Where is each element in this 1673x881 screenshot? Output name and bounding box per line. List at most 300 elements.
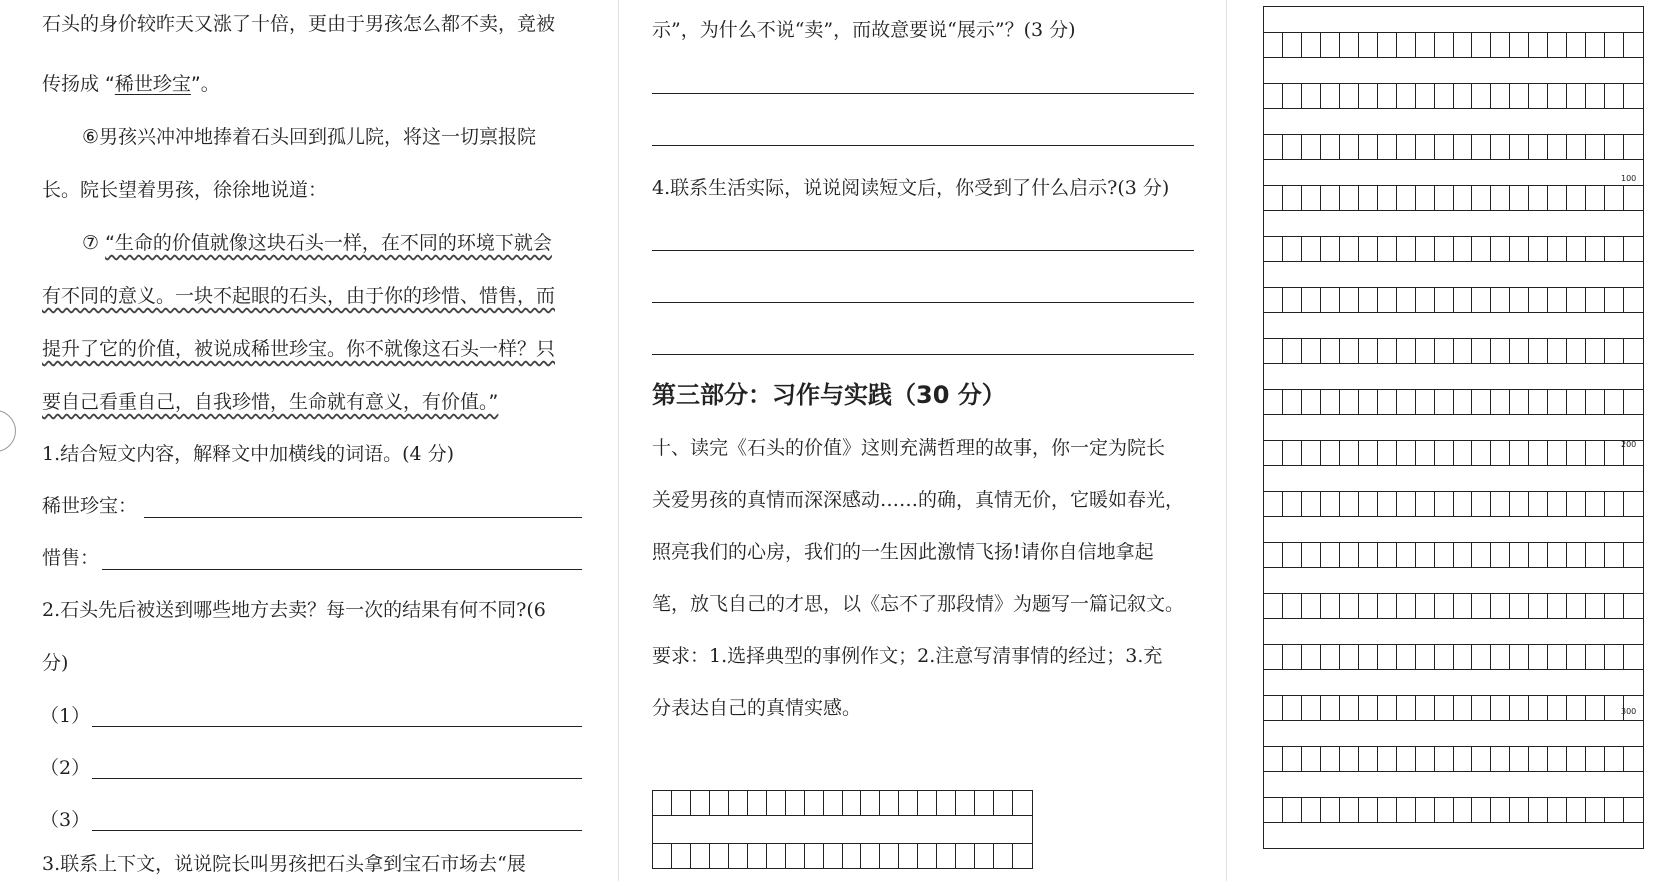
grid-cell[interactable] [1586, 645, 1605, 669]
grid-cell[interactable] [1321, 696, 1340, 720]
grid-cell[interactable] [1321, 543, 1340, 567]
grid-cell[interactable] [1624, 135, 1643, 159]
grid-cell[interactable] [1454, 135, 1473, 159]
grid-cell[interactable] [1605, 492, 1624, 516]
grid-cell[interactable] [1624, 33, 1643, 57]
grid-cell[interactable] [1510, 696, 1529, 720]
grid-cell[interactable] [1359, 441, 1378, 465]
grid-cell[interactable] [1491, 747, 1510, 771]
grid-cell[interactable] [1283, 798, 1302, 822]
grid-cell[interactable] [1510, 492, 1529, 516]
grid-cell[interactable] [1605, 390, 1624, 414]
grid-cell[interactable] [1472, 390, 1491, 414]
grid-cell[interactable] [1397, 645, 1416, 669]
grid-cell[interactable] [1283, 747, 1302, 771]
grid-cell[interactable] [1510, 135, 1529, 159]
grid-cell[interactable] [1302, 288, 1321, 312]
grid-cell[interactable] [1548, 696, 1567, 720]
grid-cell[interactable] [1529, 696, 1548, 720]
grid-cell[interactable] [1624, 339, 1643, 363]
grid-cell[interactable] [1472, 33, 1491, 57]
grid-cell[interactable] [1302, 33, 1321, 57]
grid-cell[interactable] [1567, 543, 1586, 567]
grid-cell[interactable] [1283, 288, 1302, 312]
grid-cell[interactable] [1472, 543, 1491, 567]
answer-line[interactable] [144, 517, 582, 518]
grid-cell[interactable] [1510, 543, 1529, 567]
grid-cell[interactable] [1491, 492, 1510, 516]
grid-cell[interactable] [1321, 645, 1340, 669]
answer-line[interactable] [652, 302, 1194, 303]
grid-cell[interactable] [1435, 339, 1454, 363]
writing-grid-row[interactable] [1263, 338, 1644, 364]
grid-cell[interactable] [1302, 84, 1321, 108]
grid-cell[interactable] [1567, 696, 1586, 720]
grid-cell[interactable] [1510, 339, 1529, 363]
grid-cell[interactable] [1586, 798, 1605, 822]
grid-cell[interactable] [1454, 186, 1473, 210]
grid-cell[interactable] [1472, 237, 1491, 261]
grid-cell[interactable] [1472, 594, 1491, 618]
grid-cell[interactable] [1435, 492, 1454, 516]
grid-cell[interactable] [1472, 135, 1491, 159]
grid-cell[interactable] [1472, 798, 1491, 822]
grid-cell[interactable] [1624, 186, 1643, 210]
grid-cell[interactable] [1435, 288, 1454, 312]
writing-grid-row[interactable] [1263, 236, 1644, 262]
grid-cell[interactable] [1529, 441, 1548, 465]
grid-cell[interactable] [1529, 492, 1548, 516]
grid-cell[interactable] [1321, 288, 1340, 312]
writing-grid-row[interactable] [652, 790, 1033, 816]
grid-cell[interactable] [1283, 186, 1302, 210]
grid-cell[interactable] [1397, 288, 1416, 312]
grid-cell[interactable] [1491, 645, 1510, 669]
grid-cell[interactable] [1321, 390, 1340, 414]
grid-cell[interactable] [1605, 135, 1624, 159]
grid-cell[interactable] [1510, 84, 1529, 108]
grid-cell[interactable] [1491, 84, 1510, 108]
grid-cell[interactable] [1454, 543, 1473, 567]
grid-cell[interactable] [1472, 441, 1491, 465]
grid-cell[interactable] [1605, 288, 1624, 312]
grid-cell[interactable] [1321, 237, 1340, 261]
grid-cell[interactable] [1624, 288, 1643, 312]
grid-cell[interactable] [1321, 594, 1340, 618]
grid-cell[interactable] [1416, 798, 1435, 822]
grid-cell[interactable] [1567, 390, 1586, 414]
grid-cell[interactable] [1264, 645, 1283, 669]
writing-grid-row[interactable] [1263, 746, 1644, 772]
grid-cell[interactable] [1397, 390, 1416, 414]
answer-line[interactable] [92, 726, 582, 727]
grid-cell[interactable] [1491, 288, 1510, 312]
grid-cell[interactable] [1359, 645, 1378, 669]
grid-cell[interactable] [1359, 390, 1378, 414]
grid-cell[interactable] [1548, 747, 1567, 771]
grid-cell[interactable] [1416, 339, 1435, 363]
grid-cell[interactable] [1416, 543, 1435, 567]
grid-cell[interactable] [1378, 747, 1397, 771]
grid-cell[interactable] [1586, 33, 1605, 57]
grid-cell[interactable] [1472, 186, 1491, 210]
grid-cell[interactable] [1321, 339, 1340, 363]
grid-cell[interactable] [1510, 237, 1529, 261]
grid-cell[interactable] [1548, 186, 1567, 210]
grid-cell[interactable] [1321, 441, 1340, 465]
grid-cell[interactable] [1416, 645, 1435, 669]
grid-cell[interactable] [1359, 33, 1378, 57]
grid-cell[interactable] [1454, 288, 1473, 312]
answer-line[interactable] [102, 569, 582, 570]
grid-cell[interactable] [1605, 186, 1624, 210]
grid-cell[interactable] [1586, 594, 1605, 618]
grid-cell[interactable] [1548, 645, 1567, 669]
writing-grid-row[interactable] [1263, 644, 1644, 670]
grid-cell[interactable] [1359, 135, 1378, 159]
grid-cell[interactable] [1454, 696, 1473, 720]
grid-cell[interactable] [1454, 645, 1473, 669]
grid-cell[interactable] [1378, 84, 1397, 108]
grid-cell[interactable] [1340, 645, 1359, 669]
grid-cell[interactable] [1416, 186, 1435, 210]
grid-cell[interactable] [1624, 492, 1643, 516]
grid-cell[interactable] [1605, 339, 1624, 363]
grid-cell[interactable] [1378, 390, 1397, 414]
grid-cell[interactable] [1321, 84, 1340, 108]
grid-cell[interactable] [1359, 492, 1378, 516]
answer-line[interactable] [652, 250, 1194, 251]
grid-cell[interactable] [1454, 594, 1473, 618]
writing-grid-row[interactable] [1263, 32, 1644, 58]
answer-line[interactable] [92, 778, 582, 779]
grid-cell[interactable] [1567, 747, 1586, 771]
grid-cell[interactable] [1567, 237, 1586, 261]
grid-cell[interactable] [1586, 696, 1605, 720]
grid-cell[interactable] [1605, 798, 1624, 822]
grid-cell[interactable] [1472, 84, 1491, 108]
grid-cell[interactable] [1302, 645, 1321, 669]
grid-cell[interactable] [1378, 288, 1397, 312]
grid-cell[interactable] [1472, 339, 1491, 363]
grid-cell[interactable] [1302, 186, 1321, 210]
grid-cell[interactable] [1359, 594, 1378, 618]
grid-cell[interactable] [1567, 288, 1586, 312]
grid-cell[interactable] [1283, 492, 1302, 516]
grid-cell[interactable] [1302, 492, 1321, 516]
grid-cell[interactable] [1378, 339, 1397, 363]
answer-line[interactable] [652, 93, 1194, 94]
grid-cell[interactable] [1491, 543, 1510, 567]
grid-cell[interactable] [1302, 441, 1321, 465]
grid-cell[interactable] [1264, 543, 1283, 567]
grid-cell[interactable] [1397, 135, 1416, 159]
grid-cell[interactable] [1529, 33, 1548, 57]
grid-cell[interactable] [1567, 594, 1586, 618]
grid-cell[interactable] [1548, 594, 1567, 618]
grid-cell[interactable] [1264, 390, 1283, 414]
writing-grid-row[interactable] [1263, 695, 1644, 721]
grid-cell[interactable] [1435, 543, 1454, 567]
writing-grid-row[interactable] [1263, 83, 1644, 109]
grid-cell[interactable] [1435, 186, 1454, 210]
grid-cell[interactable] [1359, 543, 1378, 567]
grid-cell[interactable] [1340, 135, 1359, 159]
grid-cell[interactable] [1510, 186, 1529, 210]
grid-cell[interactable] [1529, 747, 1548, 771]
grid-cell[interactable] [1491, 33, 1510, 57]
grid-cell[interactable] [1548, 237, 1567, 261]
grid-cell[interactable] [1321, 135, 1340, 159]
grid-cell[interactable] [1529, 339, 1548, 363]
grid-cell[interactable] [1567, 33, 1586, 57]
grid-cell[interactable] [1491, 135, 1510, 159]
grid-cell[interactable] [1359, 696, 1378, 720]
grid-cell[interactable] [1529, 594, 1548, 618]
grid-cell[interactable] [1529, 135, 1548, 159]
writing-grid-row[interactable] [1263, 491, 1644, 517]
grid-cell[interactable] [1397, 186, 1416, 210]
grid-cell[interactable] [1548, 33, 1567, 57]
grid-cell[interactable] [1378, 135, 1397, 159]
grid-cell[interactable] [1397, 594, 1416, 618]
grid-cell[interactable] [1586, 135, 1605, 159]
grid-cell[interactable] [1416, 237, 1435, 261]
grid-cell[interactable] [1397, 84, 1416, 108]
grid-cell[interactable] [1454, 390, 1473, 414]
grid-cell[interactable] [1567, 84, 1586, 108]
grid-cell[interactable] [1302, 594, 1321, 618]
grid-cell[interactable] [1359, 288, 1378, 312]
grid-cell[interactable] [1435, 390, 1454, 414]
grid-cell[interactable] [1624, 84, 1643, 108]
grid-cell[interactable] [1378, 33, 1397, 57]
grid-cell[interactable] [1378, 186, 1397, 210]
grid-cell[interactable] [1605, 747, 1624, 771]
grid-cell[interactable] [1586, 492, 1605, 516]
grid-cell[interactable] [1302, 390, 1321, 414]
grid-cell[interactable] [1264, 135, 1283, 159]
grid-cell[interactable] [1416, 390, 1435, 414]
grid-cell[interactable] [1624, 747, 1643, 771]
grid-cell[interactable] [1435, 441, 1454, 465]
grid-cell[interactable] [1491, 186, 1510, 210]
grid-cell[interactable] [1378, 696, 1397, 720]
grid-cell[interactable] [1435, 798, 1454, 822]
grid-cell[interactable] [1472, 492, 1491, 516]
grid-cell[interactable] [1548, 543, 1567, 567]
grid-cell[interactable] [1264, 84, 1283, 108]
grid-cell[interactable] [1340, 339, 1359, 363]
grid-cell[interactable] [1416, 696, 1435, 720]
grid-cell[interactable] [1340, 441, 1359, 465]
grid-cell[interactable] [1454, 237, 1473, 261]
grid-cell[interactable] [1283, 84, 1302, 108]
grid-cell[interactable] [1586, 543, 1605, 567]
grid-cell[interactable] [1264, 594, 1283, 618]
grid-cell[interactable] [1510, 594, 1529, 618]
grid-cell[interactable] [1510, 441, 1529, 465]
grid-cell[interactable] [1321, 492, 1340, 516]
writing-grid-row[interactable] [1263, 287, 1644, 313]
grid-cell[interactable] [1416, 288, 1435, 312]
grid-cell[interactable] [1529, 84, 1548, 108]
grid-cell[interactable] [1472, 288, 1491, 312]
grid-cell[interactable] [1397, 696, 1416, 720]
grid-cell[interactable] [1454, 84, 1473, 108]
grid-cell[interactable] [1605, 543, 1624, 567]
grid-cell[interactable] [1340, 798, 1359, 822]
grid-cell[interactable] [1510, 33, 1529, 57]
grid-cell[interactable] [1548, 390, 1567, 414]
grid-cell[interactable] [1283, 135, 1302, 159]
grid-cell[interactable] [1359, 339, 1378, 363]
grid-cell[interactable] [1529, 237, 1548, 261]
grid-cell[interactable] [1397, 492, 1416, 516]
grid-cell[interactable] [1416, 441, 1435, 465]
grid-cell[interactable] [1378, 492, 1397, 516]
grid-cell[interactable] [1567, 339, 1586, 363]
grid-cell[interactable] [1302, 747, 1321, 771]
grid-cell[interactable] [1378, 237, 1397, 261]
grid-cell[interactable] [1340, 492, 1359, 516]
grid-cell[interactable] [1435, 33, 1454, 57]
grid-cell[interactable] [1283, 390, 1302, 414]
grid-cell[interactable] [1567, 186, 1586, 210]
grid-cell[interactable] [1454, 747, 1473, 771]
grid-cell[interactable] [1264, 696, 1283, 720]
grid-cell[interactable] [1586, 237, 1605, 261]
grid-cell[interactable] [1605, 645, 1624, 669]
grid-cell[interactable] [1283, 696, 1302, 720]
grid-cell[interactable] [1302, 543, 1321, 567]
grid-cell[interactable] [1605, 594, 1624, 618]
grid-cell[interactable] [1510, 288, 1529, 312]
grid-cell[interactable] [1397, 441, 1416, 465]
grid-cell[interactable] [1416, 33, 1435, 57]
grid-cell[interactable] [1454, 798, 1473, 822]
grid-cell[interactable] [1454, 339, 1473, 363]
grid-cell[interactable] [1510, 390, 1529, 414]
grid-cell[interactable] [1397, 543, 1416, 567]
grid-cell[interactable] [1510, 798, 1529, 822]
grid-cell[interactable] [1340, 288, 1359, 312]
grid-cell[interactable] [1302, 135, 1321, 159]
grid-cell[interactable] [1321, 798, 1340, 822]
grid-cell[interactable] [1472, 645, 1491, 669]
grid-cell[interactable] [1567, 441, 1586, 465]
grid-cell[interactable] [1586, 339, 1605, 363]
grid-cell[interactable] [1264, 237, 1283, 261]
grid-cell[interactable] [1283, 237, 1302, 261]
grid-cell[interactable] [1397, 747, 1416, 771]
grid-cell[interactable] [1435, 594, 1454, 618]
grid-cell[interactable] [1416, 84, 1435, 108]
writing-grid-row[interactable] [1263, 542, 1644, 568]
grid-cell[interactable] [1435, 696, 1454, 720]
grid-cell[interactable] [1605, 33, 1624, 57]
grid-cell[interactable] [1567, 645, 1586, 669]
grid-cell[interactable] [1548, 339, 1567, 363]
grid-cell[interactable] [1340, 543, 1359, 567]
writing-grid-row[interactable] [652, 843, 1033, 869]
grid-cell[interactable] [1586, 390, 1605, 414]
grid-cell[interactable] [1548, 441, 1567, 465]
grid-cell[interactable] [1529, 186, 1548, 210]
grid-cell[interactable] [1264, 441, 1283, 465]
grid-cell[interactable] [1548, 135, 1567, 159]
grid-cell[interactable] [1302, 237, 1321, 261]
grid-cell[interactable] [1435, 84, 1454, 108]
grid-cell[interactable] [1283, 543, 1302, 567]
writing-grid-row[interactable] [1263, 593, 1644, 619]
writing-grid-row[interactable] [1263, 185, 1644, 211]
grid-cell[interactable] [1416, 594, 1435, 618]
grid-cell[interactable] [1321, 747, 1340, 771]
grid-cell[interactable] [1454, 492, 1473, 516]
writing-grid-row[interactable] [1263, 440, 1644, 466]
answer-line[interactable] [652, 145, 1194, 146]
grid-cell[interactable] [1378, 645, 1397, 669]
grid-cell[interactable] [1491, 798, 1510, 822]
grid-cell[interactable] [1264, 747, 1283, 771]
grid-cell[interactable] [1283, 594, 1302, 618]
grid-cell[interactable] [1340, 390, 1359, 414]
grid-cell[interactable] [1548, 492, 1567, 516]
grid-cell[interactable] [1359, 237, 1378, 261]
grid-cell[interactable] [1264, 798, 1283, 822]
grid-cell[interactable] [1302, 339, 1321, 363]
grid-cell[interactable] [1548, 798, 1567, 822]
grid-cell[interactable] [1416, 747, 1435, 771]
grid-cell[interactable] [1340, 696, 1359, 720]
grid-cell[interactable] [1283, 33, 1302, 57]
grid-cell[interactable] [1302, 798, 1321, 822]
grid-cell[interactable] [1359, 84, 1378, 108]
grid-cell[interactable] [1397, 339, 1416, 363]
grid-cell[interactable] [1567, 798, 1586, 822]
grid-cell[interactable] [1340, 594, 1359, 618]
grid-cell[interactable] [1435, 645, 1454, 669]
grid-cell[interactable] [1624, 390, 1643, 414]
grid-cell[interactable] [1359, 186, 1378, 210]
grid-cell[interactable] [1378, 798, 1397, 822]
writing-grid-row[interactable] [1263, 797, 1644, 823]
grid-cell[interactable] [1624, 645, 1643, 669]
grid-cell[interactable] [1491, 390, 1510, 414]
grid-cell[interactable] [1624, 237, 1643, 261]
answer-line[interactable] [92, 830, 582, 831]
grid-cell[interactable] [1491, 441, 1510, 465]
grid-cell[interactable] [1264, 339, 1283, 363]
grid-cell[interactable] [1264, 186, 1283, 210]
grid-cell[interactable] [1340, 747, 1359, 771]
grid-cell[interactable] [1397, 237, 1416, 261]
grid-cell[interactable] [1454, 441, 1473, 465]
grid-cell[interactable] [1397, 798, 1416, 822]
grid-cell[interactable] [1378, 594, 1397, 618]
grid-cell[interactable] [1586, 186, 1605, 210]
grid-cell[interactable] [1321, 33, 1340, 57]
grid-cell[interactable] [1302, 696, 1321, 720]
grid-cell[interactable] [1454, 33, 1473, 57]
grid-cell[interactable] [1491, 339, 1510, 363]
grid-cell[interactable] [1340, 237, 1359, 261]
grid-cell[interactable] [1340, 84, 1359, 108]
grid-cell[interactable] [1529, 543, 1548, 567]
grid-cell[interactable] [1567, 135, 1586, 159]
grid-cell[interactable] [1586, 441, 1605, 465]
